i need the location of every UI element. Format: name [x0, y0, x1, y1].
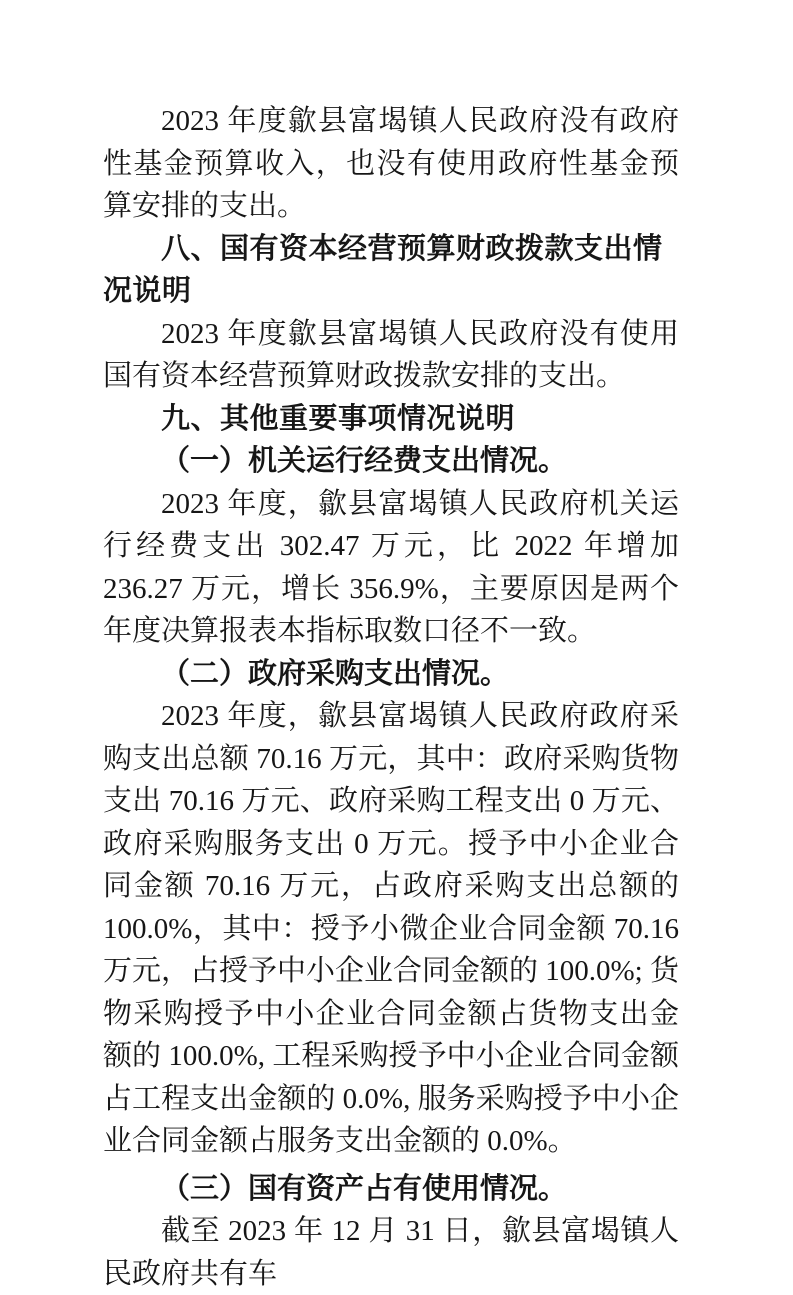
paragraph: 2023 年度，歙县富堨镇人民政府政府采购支出总额 70.16 万元，其中：政府采购货物支出 70.16 万元、政府采购工程支出 0 万元、政府采购服务支出 0 万元。授予中小企业合同金额 70.16 万元，占政府采购支出总额的 100.0%，其中：授予小微企业合同金额 70.16 万元，占授予中小企业合同金额的 100.0%; 货物采购授予中小企业合同金额占货物支出金额的 100.0%, 工程采购授予中小企业合同金额占工程支出金额的 0.0%, 服务采购授予中小企业合同金额占服务支出金额的 0.0%。 — [103, 700, 679, 1157]
document-body — [103, 100, 679, 1295]
paragraph: 2023 年度，歙县富堨镇人民政府机关运行经费支出 302.47 万元，比 2022 年增加 236.27 万元，增长 356.9%，主要原因是两个年度决算报表本指标取数口径不一致。 — [103, 487, 679, 647]
paragraph: 2023 年度歙县富堨镇人民政府没有使用国有资本经营预算财政拨款安排的支出。 — [103, 317, 679, 392]
section-heading: 九、其他重要事项情况说明 — [161, 402, 516, 435]
section-heading: 八、国有资本经营预算财政拨款支出情况说明 — [103, 232, 663, 307]
section-heading: （三）国有资产占有使用情况。 — [161, 1172, 568, 1205]
section-heading: （一）机关运行经费支出情况。 — [161, 445, 568, 477]
paragraph: 截至 2023 年 12 月 31 日，歙县富堨镇人民政府共有车 — [103, 1215, 679, 1290]
section-heading: （二）政府采购支出情况。 — [161, 657, 510, 690]
paragraph: 2023 年度歙县富堨镇人民政府没有政府性基金预算收入，也没有使用政府性基金预算安排的支出。 — [103, 105, 679, 222]
